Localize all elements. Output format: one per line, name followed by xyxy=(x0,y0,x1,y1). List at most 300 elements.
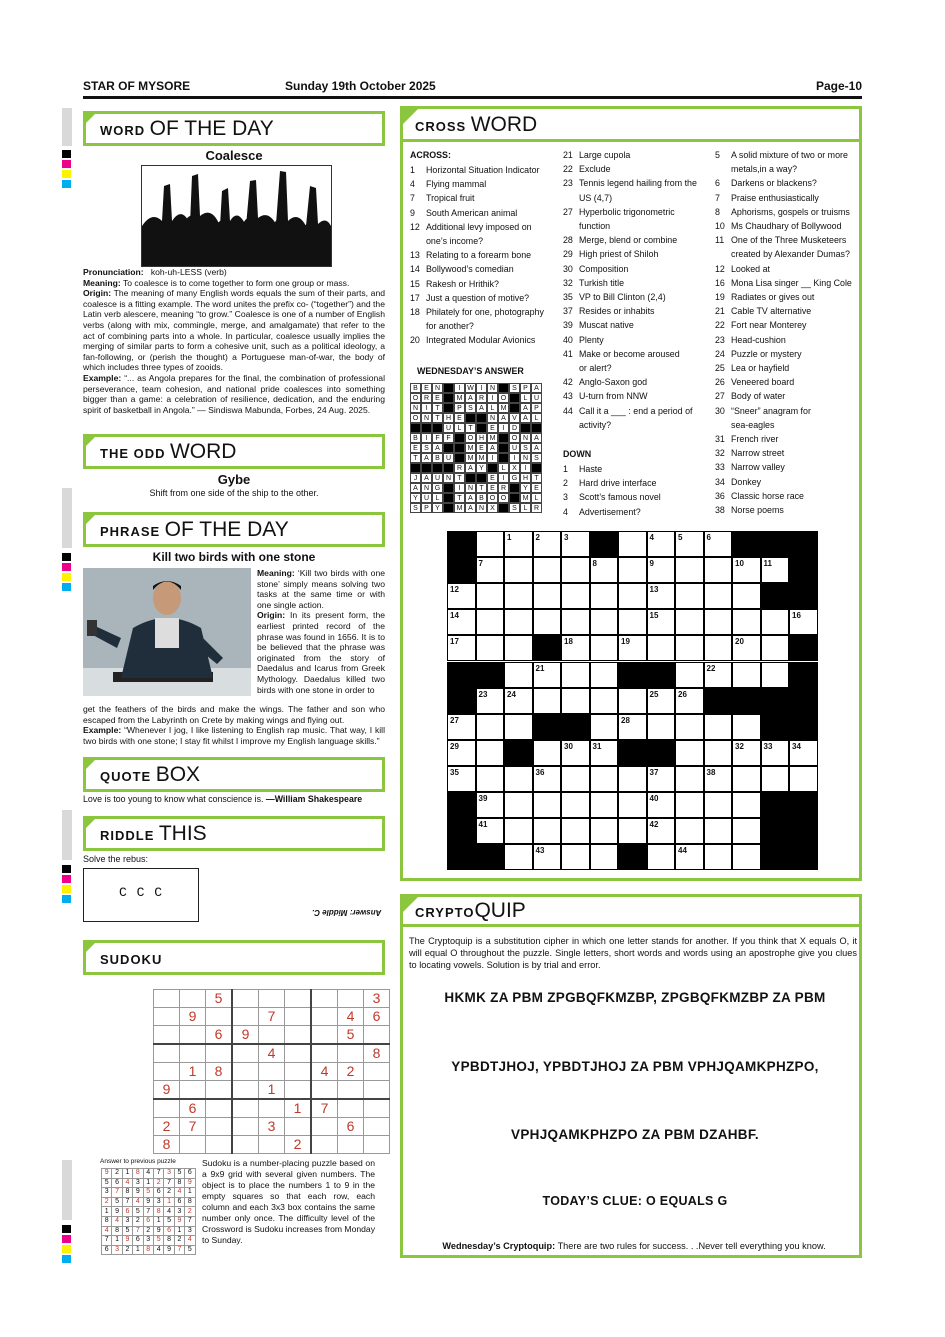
clue-text: Lea or hayfield xyxy=(731,363,790,374)
clue-text: Mona Lisa singer __ King Cole xyxy=(731,277,852,288)
clue-line xyxy=(715,276,852,290)
crossword-cell[interactable] xyxy=(476,688,505,714)
clue-text: Hyperbolic trigonometric xyxy=(579,206,675,217)
clue-text: South American animal xyxy=(426,207,518,218)
wed-cell: I xyxy=(476,383,487,393)
crossword-cell[interactable] xyxy=(504,583,533,609)
wed-cell: N xyxy=(421,413,432,423)
crossword-cell[interactable] xyxy=(504,662,533,688)
crossword-cell[interactable] xyxy=(704,792,733,818)
crossword-cell[interactable] xyxy=(447,583,476,609)
prev-sudoku-cell: 4 xyxy=(102,1226,112,1236)
crossword-cell[interactable] xyxy=(675,766,704,792)
crossword-cell[interactable] xyxy=(618,635,647,661)
wed-cell: R xyxy=(476,393,487,403)
wod-word: Coalesce xyxy=(205,148,263,163)
down-clues-col1 xyxy=(563,462,661,519)
crossword-cell[interactable] xyxy=(590,609,619,635)
prev-sudoku-cell: 5 xyxy=(133,1207,143,1217)
wed-cell: A xyxy=(531,433,542,443)
crossword-cell[interactable] xyxy=(504,531,533,557)
sudoku-cell xyxy=(285,1026,312,1045)
wed-cell: O xyxy=(410,413,421,423)
prev-sudoku-cell: 7 xyxy=(143,1207,153,1217)
odd-def: Shift from one side of the ship to the other. xyxy=(149,488,319,498)
cell-number: 27 xyxy=(450,715,459,725)
wed-cell: O xyxy=(487,493,498,503)
sudoku-grid xyxy=(153,989,390,1154)
clue-line xyxy=(563,148,697,162)
prev-sudoku-cell: 1 xyxy=(102,1207,112,1217)
crossword-cell[interactable] xyxy=(590,688,619,714)
crossword-cell[interactable] xyxy=(647,583,676,609)
sudoku-cell: 5 xyxy=(206,990,233,1008)
clue-text: for another? xyxy=(426,321,474,332)
sudoku-cell: 7 xyxy=(180,1118,206,1136)
wed-cell: P xyxy=(454,403,465,413)
quote-title-bold: QUOTE xyxy=(100,769,152,784)
cell-number: 44 xyxy=(678,846,687,856)
wed-cell: N xyxy=(487,383,498,393)
crossword-cell[interactable] xyxy=(447,740,476,766)
cryptoquip-title-box xyxy=(403,897,859,927)
sudoku-cell xyxy=(285,1008,312,1026)
wed-cell: N xyxy=(410,403,421,413)
prev-sudoku-cell: 1 xyxy=(112,1236,122,1246)
crossword-cell[interactable] xyxy=(561,635,590,661)
wed-cell: S xyxy=(531,453,542,463)
crossword-cell[interactable] xyxy=(647,792,676,818)
cell-number: 36 xyxy=(535,767,545,777)
crossword-cell[interactable] xyxy=(761,662,790,688)
sudoku-cell xyxy=(364,1081,390,1100)
crossword-cell[interactable] xyxy=(647,557,676,583)
crossword-cell[interactable] xyxy=(504,792,533,818)
crossword-cell[interactable] xyxy=(561,740,590,766)
crossword-cell[interactable] xyxy=(732,818,761,844)
prev-sudoku-cell: 3 xyxy=(143,1236,153,1246)
crossword-cell[interactable] xyxy=(533,792,562,818)
sudoku-cell: 7 xyxy=(311,1099,338,1118)
crossword-cell[interactable] xyxy=(476,714,505,740)
clue-line xyxy=(563,176,697,190)
clue-text: Cable TV alternative xyxy=(731,306,812,317)
crossword-cell[interactable] xyxy=(618,531,647,557)
crossword-cell[interactable] xyxy=(704,635,733,661)
wednesday-quip xyxy=(410,1241,858,1251)
wed-cell: S xyxy=(509,503,520,513)
crossword-cell[interactable] xyxy=(533,766,562,792)
wod-body xyxy=(83,267,385,415)
sudoku-cell: 6 xyxy=(180,1099,206,1118)
sudoku-cell xyxy=(311,1136,338,1154)
crossword-cell[interactable] xyxy=(761,557,790,583)
wed-cell xyxy=(498,443,509,453)
clue-line xyxy=(563,318,697,332)
crossword-cell[interactable] xyxy=(476,766,505,792)
crossword-cell[interactable] xyxy=(447,766,476,792)
cell-number: 11 xyxy=(763,559,772,569)
wed-cell xyxy=(432,463,443,473)
crossword-cell[interactable] xyxy=(704,844,733,870)
cell-number: 42 xyxy=(649,820,659,830)
prev-sudoku-cell: 9 xyxy=(185,1178,195,1188)
cell-number: 23 xyxy=(478,689,488,699)
crossword-cell[interactable] xyxy=(504,609,533,635)
crossword-cell[interactable] xyxy=(476,740,505,766)
crossword-cell[interactable] xyxy=(618,714,647,740)
crossword-cell[interactable] xyxy=(561,766,590,792)
clue-number: 11 xyxy=(715,235,725,246)
sudoku-cell xyxy=(338,1099,364,1118)
clue-line xyxy=(563,375,697,389)
wed-cell xyxy=(509,493,520,503)
wed-cell: S xyxy=(421,443,432,453)
prev-sudoku-cell: 3 xyxy=(102,1188,112,1198)
crossword-cell[interactable] xyxy=(675,844,704,870)
wed-cell: S xyxy=(410,503,421,513)
crossword-cell[interactable] xyxy=(704,583,733,609)
cell-number: 40 xyxy=(649,794,659,803)
crossword-cell[interactable] xyxy=(504,818,533,844)
clue-line xyxy=(563,347,697,361)
quote-text: Love is too young to know what conscience is. xyxy=(83,794,264,804)
crossword-cell[interactable] xyxy=(561,609,590,635)
prev-sudoku-cell: 4 xyxy=(133,1197,143,1207)
sudoku-title: SUDOKU xyxy=(100,952,163,967)
clue-line xyxy=(563,219,697,233)
reg-mark xyxy=(62,1245,71,1253)
wed-cell: L xyxy=(454,423,465,433)
prev-sudoku-cell: 6 xyxy=(122,1207,132,1217)
crossword-cell[interactable] xyxy=(675,688,704,714)
wed-cell: T xyxy=(410,453,421,463)
crossword-cell[interactable] xyxy=(675,557,704,583)
clue-text: Veneered board xyxy=(731,377,795,388)
wed-cell: L xyxy=(498,463,509,473)
wed-cell: M xyxy=(520,493,531,503)
prev-sudoku-cell: 2 xyxy=(133,1216,143,1226)
crossword-cell[interactable] xyxy=(476,531,505,557)
crossword-cell[interactable] xyxy=(561,662,590,688)
crossword-cell[interactable] xyxy=(675,714,704,740)
cryptoquip-line1: HKMK ZA PBM ZPGBQFKMZBP, ZPGBQFKMZBP ZA PBM xyxy=(444,990,826,1005)
crossword-cell[interactable] xyxy=(590,583,619,609)
wed-cell: A xyxy=(498,413,509,423)
crossword-cell[interactable] xyxy=(533,844,562,870)
crossword-cell[interactable] xyxy=(618,688,647,714)
crossword-cell[interactable] xyxy=(761,740,790,766)
wed-cell: O xyxy=(498,393,509,403)
cell-number: 8 xyxy=(592,559,597,569)
prev-sudoku-cell: 2 xyxy=(112,1169,122,1179)
crossword-cell xyxy=(732,531,761,557)
clue-line xyxy=(715,375,852,389)
clue-text: Plenty xyxy=(579,334,604,345)
crossword-title-box xyxy=(403,109,859,142)
clue-number: 1 xyxy=(563,464,568,474)
crossword-cell[interactable] xyxy=(533,583,562,609)
crossword-cell[interactable] xyxy=(533,557,562,583)
crossword-cell[interactable] xyxy=(675,635,704,661)
crossword-cell[interactable] xyxy=(447,714,476,740)
cell-number: 4 xyxy=(649,533,654,542)
odd-title-bold: THE ODD xyxy=(100,446,166,461)
wed-cell: O xyxy=(410,393,421,403)
left-strip xyxy=(62,810,72,860)
clue-number: 4 xyxy=(563,506,568,517)
crossword-cell[interactable] xyxy=(704,714,733,740)
crossword-cell[interactable] xyxy=(590,740,619,766)
crossword-cell[interactable] xyxy=(732,792,761,818)
crossword-cell[interactable] xyxy=(618,609,647,635)
wed-cell: N xyxy=(520,453,531,463)
crossword-cell[interactable] xyxy=(561,818,590,844)
crossword-cell[interactable] xyxy=(533,531,562,557)
crossword-cell[interactable] xyxy=(476,818,505,844)
prev-sudoku-cell: 8 xyxy=(164,1236,174,1246)
clue-text: Integrated Modular Avionics xyxy=(426,335,536,346)
prev-sudoku-cell: 4 xyxy=(174,1188,184,1198)
sudoku-cell xyxy=(232,1063,259,1081)
crossword-cell[interactable] xyxy=(590,714,619,740)
clue-line xyxy=(563,505,661,519)
crossword-cell[interactable] xyxy=(504,714,533,740)
wednesday-quip-text: There are two rules for success. . .Never tell everything you know. xyxy=(557,1241,826,1251)
crossword-cell[interactable] xyxy=(789,766,818,792)
crossword-cell[interactable] xyxy=(761,635,790,661)
wed-cell: I xyxy=(454,483,465,493)
crossword-cell[interactable] xyxy=(647,635,676,661)
sudoku-cell: 8 xyxy=(154,1136,180,1154)
crossword-cell[interactable] xyxy=(476,792,505,818)
crossword-cell[interactable] xyxy=(533,662,562,688)
left-strip-bottom xyxy=(62,1160,72,1220)
wed-cell: M xyxy=(454,393,465,403)
phrase-title-bold: PHRASE xyxy=(100,524,161,539)
crossword-cell[interactable] xyxy=(675,792,704,818)
phrase-title-box xyxy=(83,512,385,547)
crossword-cell[interactable] xyxy=(732,740,761,766)
across-label: ACROSS: xyxy=(410,150,451,160)
prev-sudoku-cell: 5 xyxy=(185,1245,195,1255)
phrase-meaning-label: Meaning: xyxy=(257,568,295,578)
crossword-cell[interactable] xyxy=(675,531,704,557)
crossword-cell[interactable] xyxy=(533,818,562,844)
cell-number: 7 xyxy=(478,559,483,569)
clue-line xyxy=(410,291,544,305)
prev-sudoku-cell: 1 xyxy=(143,1178,153,1188)
wed-cell: O xyxy=(509,433,520,443)
crossword-cell[interactable] xyxy=(675,609,704,635)
crossword-cell[interactable] xyxy=(732,609,761,635)
clue-number: 25 xyxy=(715,363,725,374)
phrase-body-right xyxy=(257,568,385,695)
wed-cell: R xyxy=(454,463,465,473)
crossword-cell[interactable] xyxy=(704,766,733,792)
clue-number: 41 xyxy=(563,348,573,359)
crossword-cell[interactable] xyxy=(590,818,619,844)
crossword-cell[interactable] xyxy=(561,557,590,583)
crossword-cell[interactable] xyxy=(732,844,761,870)
clue-text: Tennis legend hailing from the xyxy=(579,178,697,189)
crossword-cell[interactable] xyxy=(618,766,647,792)
crossword-cell[interactable] xyxy=(618,557,647,583)
crossword-cell[interactable] xyxy=(732,557,761,583)
crossword-cell[interactable] xyxy=(476,557,505,583)
crossword-cell[interactable] xyxy=(561,688,590,714)
wed-cell: I xyxy=(487,393,498,403)
wed-cell: S xyxy=(509,383,520,393)
wed-cell: E xyxy=(476,443,487,453)
crossword-cell[interactable] xyxy=(504,635,533,661)
cell-number: 10 xyxy=(735,559,744,569)
sudoku-cell xyxy=(311,1081,338,1100)
crossword-cell[interactable] xyxy=(533,688,562,714)
crossword-cell[interactable] xyxy=(704,531,733,557)
crossword-cell[interactable] xyxy=(561,792,590,818)
crossword-cell[interactable] xyxy=(647,714,676,740)
sudoku-cell: 8 xyxy=(206,1063,233,1081)
crossword-cell[interactable] xyxy=(675,740,704,766)
crossword-cell xyxy=(618,844,647,870)
crossword-cell[interactable] xyxy=(590,662,619,688)
left-strip-top xyxy=(62,108,72,146)
clue-line xyxy=(410,220,544,234)
clue-number: 19 xyxy=(715,292,725,303)
crossword-cell[interactable] xyxy=(447,635,476,661)
crossword-cell[interactable] xyxy=(504,844,533,870)
crossword-cell[interactable] xyxy=(618,792,647,818)
clue-number: 12 xyxy=(410,221,420,232)
crossword-cell[interactable] xyxy=(504,688,533,714)
crossword-cell[interactable] xyxy=(704,609,733,635)
wod-origin: The meaning of many English words equals the sum of their parts, and coalesce is a fitting example. The word unites the prefix co- (“together”) and the Latin verb alescere, meaning “to grow.” Coalesce is one of a number of English verbs (along with mix, commingle, merge, and amalgamate) that refer to the act of combining parts into a whole. In particular, coalesce usually implies the merging of similar parts to form a cohesive unit, such as a political ideology, a fan-following, or (perish the thought) a Portuguese man-of-war, the body of which includes three types of zooids. xyxy=(83,288,385,373)
crossword-cell[interactable] xyxy=(647,844,676,870)
sudoku-cell xyxy=(364,1026,390,1045)
prev-sudoku-cell: 7 xyxy=(174,1245,184,1255)
sudoku-cell xyxy=(259,1136,285,1154)
crossword-cell[interactable] xyxy=(732,662,761,688)
crossword-cell[interactable] xyxy=(732,766,761,792)
prev-sudoku-cell: 6 xyxy=(185,1169,195,1179)
crossword-cell[interactable] xyxy=(618,818,647,844)
crossword-cell[interactable] xyxy=(675,818,704,844)
crossword-cell[interactable] xyxy=(789,740,818,766)
crossword-cell[interactable] xyxy=(647,766,676,792)
crossword-cell[interactable] xyxy=(476,583,505,609)
wed-cell xyxy=(443,383,454,393)
crossword-cell[interactable] xyxy=(533,609,562,635)
rebus-text: C C C xyxy=(118,885,163,900)
clue-number: 27 xyxy=(563,206,573,217)
phrase-example: “Whenever I jog, I like listening to English rap music. That way, I kill two birds with one stone; I stay fit whilst I improve my English language skills.” xyxy=(83,725,386,746)
crossword-cell[interactable] xyxy=(476,609,505,635)
crossword-cell xyxy=(789,662,818,688)
clue-number: 22 xyxy=(715,320,725,331)
crossword-cell[interactable] xyxy=(789,609,818,635)
crossword-cell[interactable] xyxy=(447,609,476,635)
quote-title-light: BOX xyxy=(155,763,201,786)
clue-line xyxy=(563,476,661,490)
crossword-cell[interactable] xyxy=(761,609,790,635)
crossword-cell[interactable] xyxy=(732,583,761,609)
crossword-cell[interactable] xyxy=(561,583,590,609)
crossword-cell[interactable] xyxy=(675,662,704,688)
riddle-title-box xyxy=(83,816,385,851)
crossword-cell[interactable] xyxy=(761,766,790,792)
sudoku-cell xyxy=(311,1118,338,1136)
crossword-cell[interactable] xyxy=(704,818,733,844)
crossword-cell[interactable] xyxy=(647,688,676,714)
crossword-cell[interactable] xyxy=(732,714,761,740)
wed-cell xyxy=(443,483,454,493)
crossword-cell[interactable] xyxy=(533,740,562,766)
crossword-cell[interactable] xyxy=(590,844,619,870)
clue-number: 3 xyxy=(563,492,568,503)
wed-cell: E xyxy=(421,383,432,393)
wed-cell: S xyxy=(465,403,476,413)
crossword-cell[interactable] xyxy=(647,818,676,844)
crossword-cell[interactable] xyxy=(704,557,733,583)
crossword-cell[interactable] xyxy=(590,766,619,792)
cell-number: 6 xyxy=(706,533,711,542)
clue-line xyxy=(563,290,697,304)
crossword-cell[interactable] xyxy=(590,557,619,583)
clue-line xyxy=(410,163,544,177)
reg-mark xyxy=(62,875,71,883)
sudoku-cell: 2 xyxy=(338,1063,364,1081)
clue-line xyxy=(715,446,852,460)
clue-number: 20 xyxy=(410,335,420,346)
clue-text: Large cupola xyxy=(579,150,631,160)
wed-cell: M xyxy=(476,453,487,463)
crossword-cell xyxy=(761,714,790,740)
prev-sudoku-cell: 8 xyxy=(153,1207,163,1217)
crossword-cell[interactable] xyxy=(504,557,533,583)
crossword-cell[interactable] xyxy=(618,583,647,609)
crossword-cell[interactable] xyxy=(504,766,533,792)
wed-cell: P xyxy=(531,403,542,413)
prev-sudoku-cell: 4 xyxy=(185,1236,195,1246)
crossword-cell[interactable] xyxy=(590,792,619,818)
crossword-cell[interactable] xyxy=(647,609,676,635)
crossword-cell[interactable] xyxy=(476,635,505,661)
wed-cell: P xyxy=(421,503,432,513)
clue-number: 26 xyxy=(715,377,725,388)
cell-number: 13 xyxy=(649,585,659,595)
prev-sudoku-cell: 6 xyxy=(112,1178,122,1188)
phrase-origin-cont: get the feathers of the birds and make the wings. The father and son who escaped from the Labyrinth on Crete by making wings and flying out. xyxy=(83,704,385,725)
sudoku-cell xyxy=(259,1026,285,1045)
cell-number: 12 xyxy=(450,585,459,595)
clue-text: U-turn from NNW xyxy=(579,391,648,402)
sudoku-cell: 6 xyxy=(338,1118,364,1136)
crossword-cell[interactable] xyxy=(704,662,733,688)
wed-cell: N xyxy=(443,473,454,483)
crossword-cell[interactable] xyxy=(561,531,590,557)
crossword-cell[interactable] xyxy=(561,844,590,870)
clue-text: Merge, blend or combine xyxy=(579,235,678,246)
crossword-cell[interactable] xyxy=(732,635,761,661)
crossword-cell[interactable] xyxy=(647,531,676,557)
crossword-cell[interactable] xyxy=(590,635,619,661)
crossword-cell[interactable] xyxy=(675,583,704,609)
prev-sudoku-cell: 6 xyxy=(143,1216,153,1226)
crossword-cell[interactable] xyxy=(704,740,733,766)
wed-cell xyxy=(498,383,509,393)
wed-cell: E xyxy=(410,443,421,453)
